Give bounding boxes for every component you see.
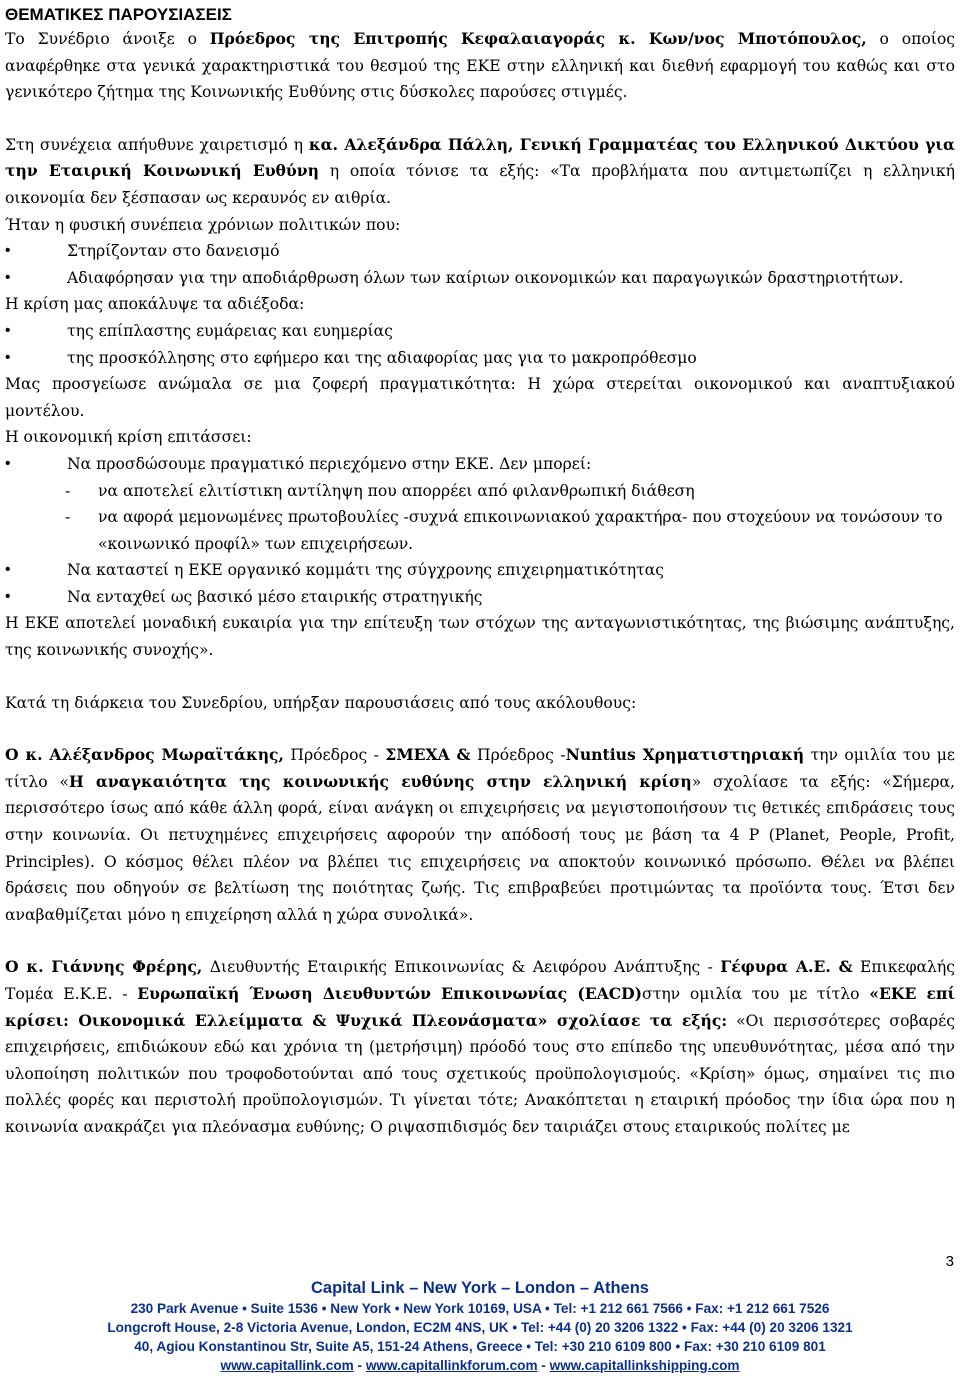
text: στην ομιλία του με τίτλο bbox=[642, 985, 870, 1003]
bullet-item: • Στηρίζονταν στο δανεισμό bbox=[5, 238, 955, 265]
text: Πρόεδρος - bbox=[470, 746, 566, 765]
paragraph-greeting bbox=[5, 132, 955, 212]
text: » σχολίασε τα εξής: «Σήμερα, περισσότερο ίσως από κάθε άλλη φορά, είναι ανάγκη οι επιχειρήσεις να μεγιστοποιήσουν τις θετικές επιδράσεις τους στην κοινωνία. Οι πετυχημένες επιχειρήσεις αφορούν την απόδοσή τους με βάση τα 4 P (Planet, People, Profit, Principles). Ο κόσμος θέλει πλέον να βλέπει τις επιχειρήσεις να αποκτούν κοινωνικό πρόσωπο. Θέλει να βλέπει δράσεις που οδηγούν σε βελτίωση της ποιότητας ζωής. Τις επιβραβεύει προτιμώντας τα προϊόντα τους. Έτσι δεν αναβαθμίζεται μόνο η επιχείρηση αλλά η χώρα συνολικά». bbox=[5, 772, 956, 924]
footer-address-athens: 40, Agiou Konstantinou Str, Suite A5, 151-24 Athens, Greece • Tel: +30 210 6109 800 • Fax: +30 210 6109 801 bbox=[134, 1339, 826, 1354]
paragraph-speaker-freris bbox=[5, 954, 955, 1140]
section-heading: ΘΕΜΑΤΙΚΕΣ ΠΑΡΟΥΣΙΑΣΕΙΣ bbox=[5, 5, 232, 24]
bold-text: Ευρωπαϊκή Ένωση Διευθυντών Επικοινωνίας (EACD) bbox=[137, 984, 643, 1003]
list-intro: Η οικονομική κρίση επιτάσσει: bbox=[5, 428, 252, 447]
text: Διευθυντής Εταιρικής Επικοινωνίας & Αειφόρου Ανάπτυξης - bbox=[202, 958, 721, 977]
dash-item: - να αποτελεί ελιτίστικη αντίληψη που απορρέει από φιλανθρωπική διάθεση bbox=[5, 478, 955, 505]
text: Πρόεδρος - bbox=[283, 746, 386, 765]
text: Επικεφαλής Τομέα Ε.Κ.Ε. - bbox=[5, 958, 956, 1003]
link-separator: - bbox=[537, 1358, 550, 1373]
bold-text: Πρόεδρος της Επιτροπής Κεφαλαιαγοράς κ. Κων/νος Μποτόπουλος, bbox=[209, 29, 867, 48]
text: ο οποίος αναφέρθηκε στα γενικά χαρακτηριστικά του θεσμού της ΕΚΕ στην ελληνική και διεθνή εφαρμογή του καθώς και στο γενικότερο ζήτημα της Κοινωνικής Ευθύνης στις δύσκολες παρούσες στιγμές. bbox=[5, 30, 955, 102]
footer-links bbox=[0, 1356, 960, 1375]
bold-text: ΣΜΕΧΑ & bbox=[385, 745, 471, 765]
text: η οποία τόνισε τα εξής: «Τα προβλήματα που αντιμετωπίζει η ελληνική οικονομία δεν ξέσπασαν ως κεραυνός εν αιθρία. bbox=[5, 162, 955, 207]
footer-address-ny: 230 Park Avenue • Suite 1536 • New York • New York 10169, USA • Tel: +1 212 661 7566 • Fax: +1 212 661 7526 bbox=[130, 1301, 830, 1316]
bullet-item: • της προσκόλλησης στο εφήμερο και της αδιαφορίας μας για το μακροπρόθεσμο bbox=[5, 345, 955, 372]
text: «Οι περισσότερες σοβαρές επιχειρήσεις, επιδιώκουν εδώ και χρόνια τη (μετρήσιμη) πρόοδό τους στο επίπεδο της υπευθυνότητας, μέσα από την υλοποίηση πολιτικών που τροφοδοτούνται από τους σχετικούς προϋπολογισμούς. «Κρίση» όμως, σημαίνει τις πιο πολλές φορές και περιστολή προϋπολογισμών. Τι γίνεται τότε; Ανακόπτεται η εταιρική πρόοδος την ίδια ώρα που η κοινωνία ανακράζει για πλεόνασμα ευθύνης; Ο ριψασπιδισμός δεν ταιριάζει στους εταιρικούς πολίτες με bbox=[5, 1011, 955, 1136]
spacer bbox=[5, 928, 955, 954]
link-separator: - bbox=[353, 1358, 366, 1373]
text: Στη συνέχεια απήυθυνε χαιρετισμό η bbox=[5, 135, 309, 154]
bullet-item: • Να ενταχθεί ως βασικό μέσο εταιρικής στρατηγικής bbox=[5, 584, 955, 611]
paragraph-opening bbox=[5, 26, 955, 106]
spacer bbox=[5, 716, 955, 742]
bold-text: Γέφυρα Α.Ε. & bbox=[720, 957, 853, 977]
dash-item: - να αφορά μεμονωμένες πρωτοβουλίες -συχνά επικοινωνιακού χαρακτήρα- που στοχεύουν να τονώσουν το «κοινωνικό προφίλ» των επιχειρήσεων. bbox=[5, 504, 955, 557]
footer-title: Capital Link – New York – London – Athens bbox=[310, 1279, 649, 1297]
bullet-item: • Αδιαφόρησαν για την αποδιάρθρωση όλων των καίριων οικονομικών και παραγωγικών δραστηριοτήτων. bbox=[5, 265, 955, 292]
spacer bbox=[5, 106, 955, 132]
paragraph-presentations-intro: Κατά τη διάρκεια του Συνεδρίου, υπήρξαν παρουσιάσεις από τους ακόλουθους: bbox=[5, 693, 637, 712]
bullet-item: • της επίπλαστης ευμάρειας και ευημερίας bbox=[5, 318, 955, 345]
paragraph: Μας προσγείωσε ανώμαλα σε μια ζοφερή πραγματικότητα: Η χώρα στερείται οικονομικού και αναπτυξιακού μοντέλου. bbox=[5, 375, 955, 420]
link-capitallink[interactable]: www.capitallink.com bbox=[220, 1358, 354, 1373]
link-capitallinkshipping[interactable]: www.capitallinkshipping.com bbox=[549, 1358, 740, 1373]
text: την ομιλία του με τίτλο « bbox=[5, 746, 955, 791]
link-capitallinkforum[interactable]: www.capitallinkforum.com bbox=[365, 1358, 538, 1373]
list-intro: Η κρίση μας αποκάλυψε τα αδιέξοδα: bbox=[5, 295, 305, 314]
bold-text: Nuntius Χρηματιστηριακή bbox=[565, 745, 805, 765]
bold-text: Η αναγκαιότητα της κοινωνικής ευθύνης στην ελληνική κρίση bbox=[68, 771, 692, 791]
bold-text: «ΕΚΕ επί κρίσει: Οικονομικά Ελλείμματα & Ψυχικά Πλεονάσματα» σχολίασε τα εξής: bbox=[5, 984, 955, 1030]
bullet-item: • Να προσδώσουμε πραγματικό περιεχόμενο στην ΕΚΕ. Δεν μπορεί: bbox=[5, 451, 955, 478]
text: Το Συνέδριο άνοιξε ο bbox=[5, 30, 210, 48]
bold-text: κα. Αλεξάνδρα Πάλλη, Γενική Γραμματέας του Ελληνικού Δικτύου για την Εταιρική Κοινωνική Ευθύνη bbox=[5, 134, 955, 181]
paragraph-closing: Η ΕΚΕ αποτελεί μοναδική ευκαιρία για την επίτευξη των στόχων της ανταγωνιστικότητας, της βιώσιμης ανάπτυξης, της κοινωνικής συνοχής». bbox=[5, 614, 955, 660]
spacer bbox=[5, 664, 955, 690]
document-body bbox=[5, 4, 955, 1141]
footer-address-london: Longcroft House, 2-8 Victoria Avenue, London, EC2M 4NS, UK • Tel: +44 (0) 20 3206 1322 • Fax: +44 (0) 20 3206 1321 bbox=[107, 1320, 853, 1335]
page-footer bbox=[0, 1278, 960, 1375]
bullet-item: • Να καταστεί η ΕΚΕ οργανικό κομμάτι της σύγχρονης επιχειρηματικότητας bbox=[5, 557, 955, 584]
paragraph-speaker-moraitakis bbox=[5, 742, 955, 928]
page-number: 3 bbox=[945, 1253, 954, 1270]
list-intro: Ήταν η φυσική συνέπεια χρόνιων πολιτικών που: bbox=[5, 215, 401, 234]
bold-text: Ο κ. Αλέξανδρος Μωραϊτάκης, bbox=[5, 745, 284, 765]
bold-text: Ο κ. Γιάννης Φρέρης, bbox=[5, 957, 203, 977]
